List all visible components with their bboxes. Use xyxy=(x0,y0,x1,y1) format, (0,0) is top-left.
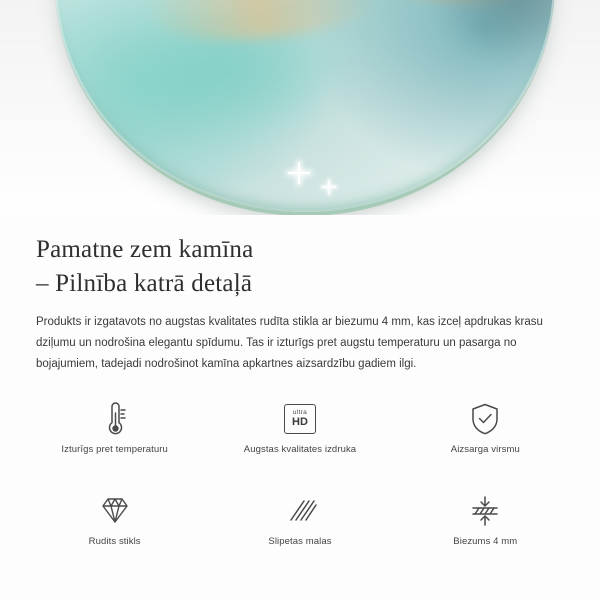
polished-edges-icon xyxy=(282,490,318,532)
hero-product-image xyxy=(0,0,600,215)
ultra-hd-badge-top: ultra xyxy=(292,408,308,416)
feature-item-tempered-glass xyxy=(22,490,207,568)
shield-check-icon xyxy=(468,398,502,440)
feature-item-temperature xyxy=(22,398,207,476)
diamond-icon xyxy=(96,490,134,532)
feature-label: Aizsarga virsmu xyxy=(450,444,520,455)
page-title-line-2: – Pilnība katrā detaļā xyxy=(36,270,253,297)
feature-label: Rudits stikls xyxy=(88,536,141,547)
feature-item-polished-edges xyxy=(207,490,392,568)
page-title-line-1: Pamatne zem kamīna xyxy=(36,236,254,263)
product-description-text: Produkts ir izgatavots no augstas kvalitates rudīta stikla ar biezumu 4 mm, kas izceļ apdrukas krasu dziļumu un nodrošina elegantu spīdumu. Tas ir izturīgs pret augstu temperaturu un pasarga no bojajumiem, tadejadi nodrošinot kamīna apkartnes aizsardzību gadiem ilgi. xyxy=(36,316,543,370)
feature-label: Izturīgs pret temperaturu xyxy=(61,444,168,455)
ultra-hd-icon xyxy=(284,398,316,440)
feature-item-surface-protection xyxy=(393,398,578,476)
marble-vein-dark-2 xyxy=(435,0,555,62)
ultra-hd-badge-bottom: HD xyxy=(292,416,308,429)
feature-grid xyxy=(22,398,578,568)
feature-label: Augstas kvalitates izdruka xyxy=(243,444,357,455)
thermometer-icon xyxy=(98,398,132,440)
thickness-icon xyxy=(467,490,503,532)
feature-item-print-quality xyxy=(207,398,392,476)
feature-label: Slipetas malas xyxy=(268,536,332,547)
page-title xyxy=(36,233,566,301)
feature-label: Biezums 4 mm xyxy=(453,536,518,547)
feature-item-thickness xyxy=(393,490,578,568)
